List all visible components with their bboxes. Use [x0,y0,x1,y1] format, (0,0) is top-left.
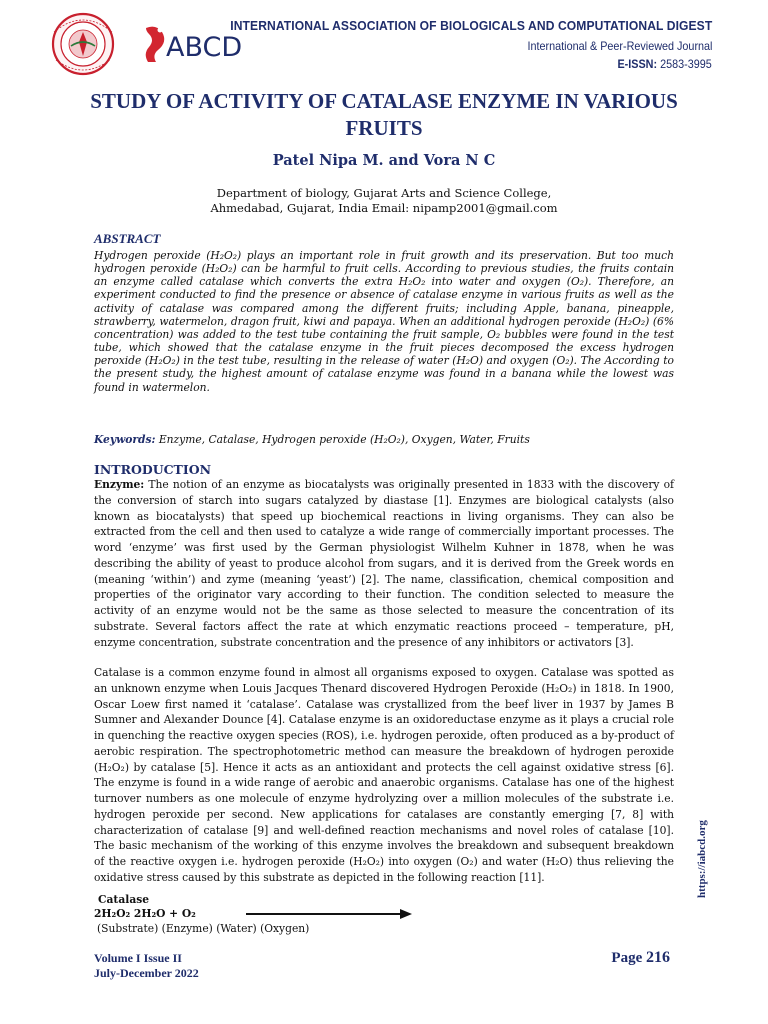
journal-subtitle: International & Peer-Reviewed Journal [527,39,712,53]
introduction-paragraph-1-text: The notion of an enzyme as biocatalysts was originally presented in 1833 with the discovery of the conversion of starch into sugars catalyzed by diastase [1]. Enzymes are biological catalysts (also known as biocatalysts) that speed up biochemical reactions in living organisms. They can also be extracted from the cell and then used to catalyze a wide range of commercially important processes. The word ‘enzyme’ was first used by the German physiologist Wilhelm Kuhner in 1878, when he was describing the ability of yeast to produce alcohol from sugars, and it is derived from the Greek words en (meaning ‘within’) and zyme (meaning ‘yeast’) [2]. The name, classification, chemical composition and properties of the originator vary according to their function. The condition selected to measure the activity of an enzyme would not be the same as those selected to measure the concentration of its substrate. Several factors affect the rate at which enzymatic reactions proceed – temperature, pH, enzyme concentration, substrate concentration and the presence of any inhibitors or activators [3]. [94,478,674,649]
abstract-heading: ABSTRACT [94,231,161,246]
iabcd-logo-text: ABCD [166,32,243,63]
paper-affiliation [150,186,618,216]
reaction-roles: (Substrate) (Enzyme) (Water) (Oxygen) [97,922,310,935]
paper-title: STUDY OF ACTIVITY OF CATALASE ENZYME IN VARIOUS FRUITS [90,89,678,140]
issn-line [618,57,712,71]
reaction-arrow-icon [246,908,412,920]
journal-url-link[interactable]: https://iabcd.org [696,820,708,898]
footer-period: July-December 2022 [94,966,199,980]
keywords-label: Keywords: [94,433,156,446]
keywords-line [94,433,674,446]
reaction-formula: 2H₂O₂ 2H₂O + O₂ [94,907,196,920]
introduction-paragraph-2: Catalase is a common enzyme found in almost all organisms exposed to oxygen. Catalase was spotted as an unknown enzyme when Louis Jacques Thenard discovered Hydrogen Peroxide (H₂O₂) in 1818. In 1900, Oscar Loew first named it ‘catalase’. Catalase was crystallized from the beef liver in 1937 by James B Sumner and Alexander Dounce [4]. Catalase enzyme is an oxidoreductase enzyme as it plays a crucial role in quenching the reactive oxygen species (ROS), i.e. hydrogen peroxide, often produced as a by-product of aerobic respiration. The spectrophotometric method can measure the breakdown of hydrogen peroxide (H₂O₂) by catalase [5]. Hence it acts as an antioxidant and protects the cell against oxidative stress [6]. The enzyme is found in a wide range of aerobic and anaerobic organisms. Catalase has one of the highest turnover numbers as one molecule of enzyme hydrolyzing over a million molecules of the substrate i.e. hydrogen peroxide per second. New applications for catalases are constantly emerging [7, 8] with characterization of catalase [9] and well-defined reaction mechanisms and novel roles of catalase [10]. The basic mechanism of the working of this enzyme involves the breakdown and subsequent breakdown of the reactive oxygen i.e. hydrogen peroxide (H₂O₂) into oxygen (O₂) and water (H₂O) thus relieving the oxidative stress caused by this substrate as depicted in the following reaction [11]. [94,666,674,884]
reaction-enzyme-label: Catalase [98,893,150,906]
page-number: 216 [646,949,670,966]
affiliation-line-1: Department of biology, Gujarat Arts and Science College, [216,186,552,200]
issn-label: E-ISSN: [617,57,658,71]
footer-page-number [611,949,670,967]
footer-volume-info [94,951,199,981]
issn-value: 2583-3995 [660,57,712,71]
enzyme-lead-term: Enzyme: [94,478,145,491]
footer-volume: Volume I Issue II [94,951,182,965]
page-label: Page [611,950,643,966]
keywords-text: Enzyme, Catalase, Hydrogen peroxide (H₂O₂), Oxygen, Water, Fruits [155,433,530,446]
paper-authors: Patel Nipa M. and Vora N C [272,152,496,169]
introduction-paragraph-1 [94,477,674,650]
journal-name: INTERNATIONAL ASSOCIATION OF BIOLOGICALS AND COMPUTATIONAL DIGEST [229,18,712,33]
introduction-heading: INTRODUCTION [94,462,212,477]
journal-header [0,0,768,84]
affiliation-line-2: Ahmedabad, Gujarat, India Email: nipamp2001@gmail.com [210,201,558,215]
abstract-body: Hydrogen peroxide (H₂O₂) plays an important role in fruit growth and its preservation. But too much hydrogen peroxide (H₂O₂) can be harmful to fruit cells. According to previous studies, the fruits contain an enzyme called catalase which converts the extra H₂O₂ into water and oxygen (O₂). Therefore, an experiment conducted to find the presence or absence of catalase enzyme in various fruits as well as the activity of catalase was compared among the different fruits; including Apple, banana, pineapple, strawberry, watermelon, dragon fruit, kiwi and papaya. When an additional hydrogen peroxide (H₂O₂) (6% concentration) was added to the test tube containing the fruit sample, O₂ bubbles were found in the test tube, which showed that the catalase enzyme in the fruit pieces decomposed the excess hydrogen peroxide (H₂O₂) in the test tube, resulting in the release of water (H₂O) and oxygen (O₂). The According to the present study, the highest amount of catalase enzyme was found in a banana while the lowest was found in watermelon. [94,249,674,394]
association-seal-icon [40,12,126,76]
